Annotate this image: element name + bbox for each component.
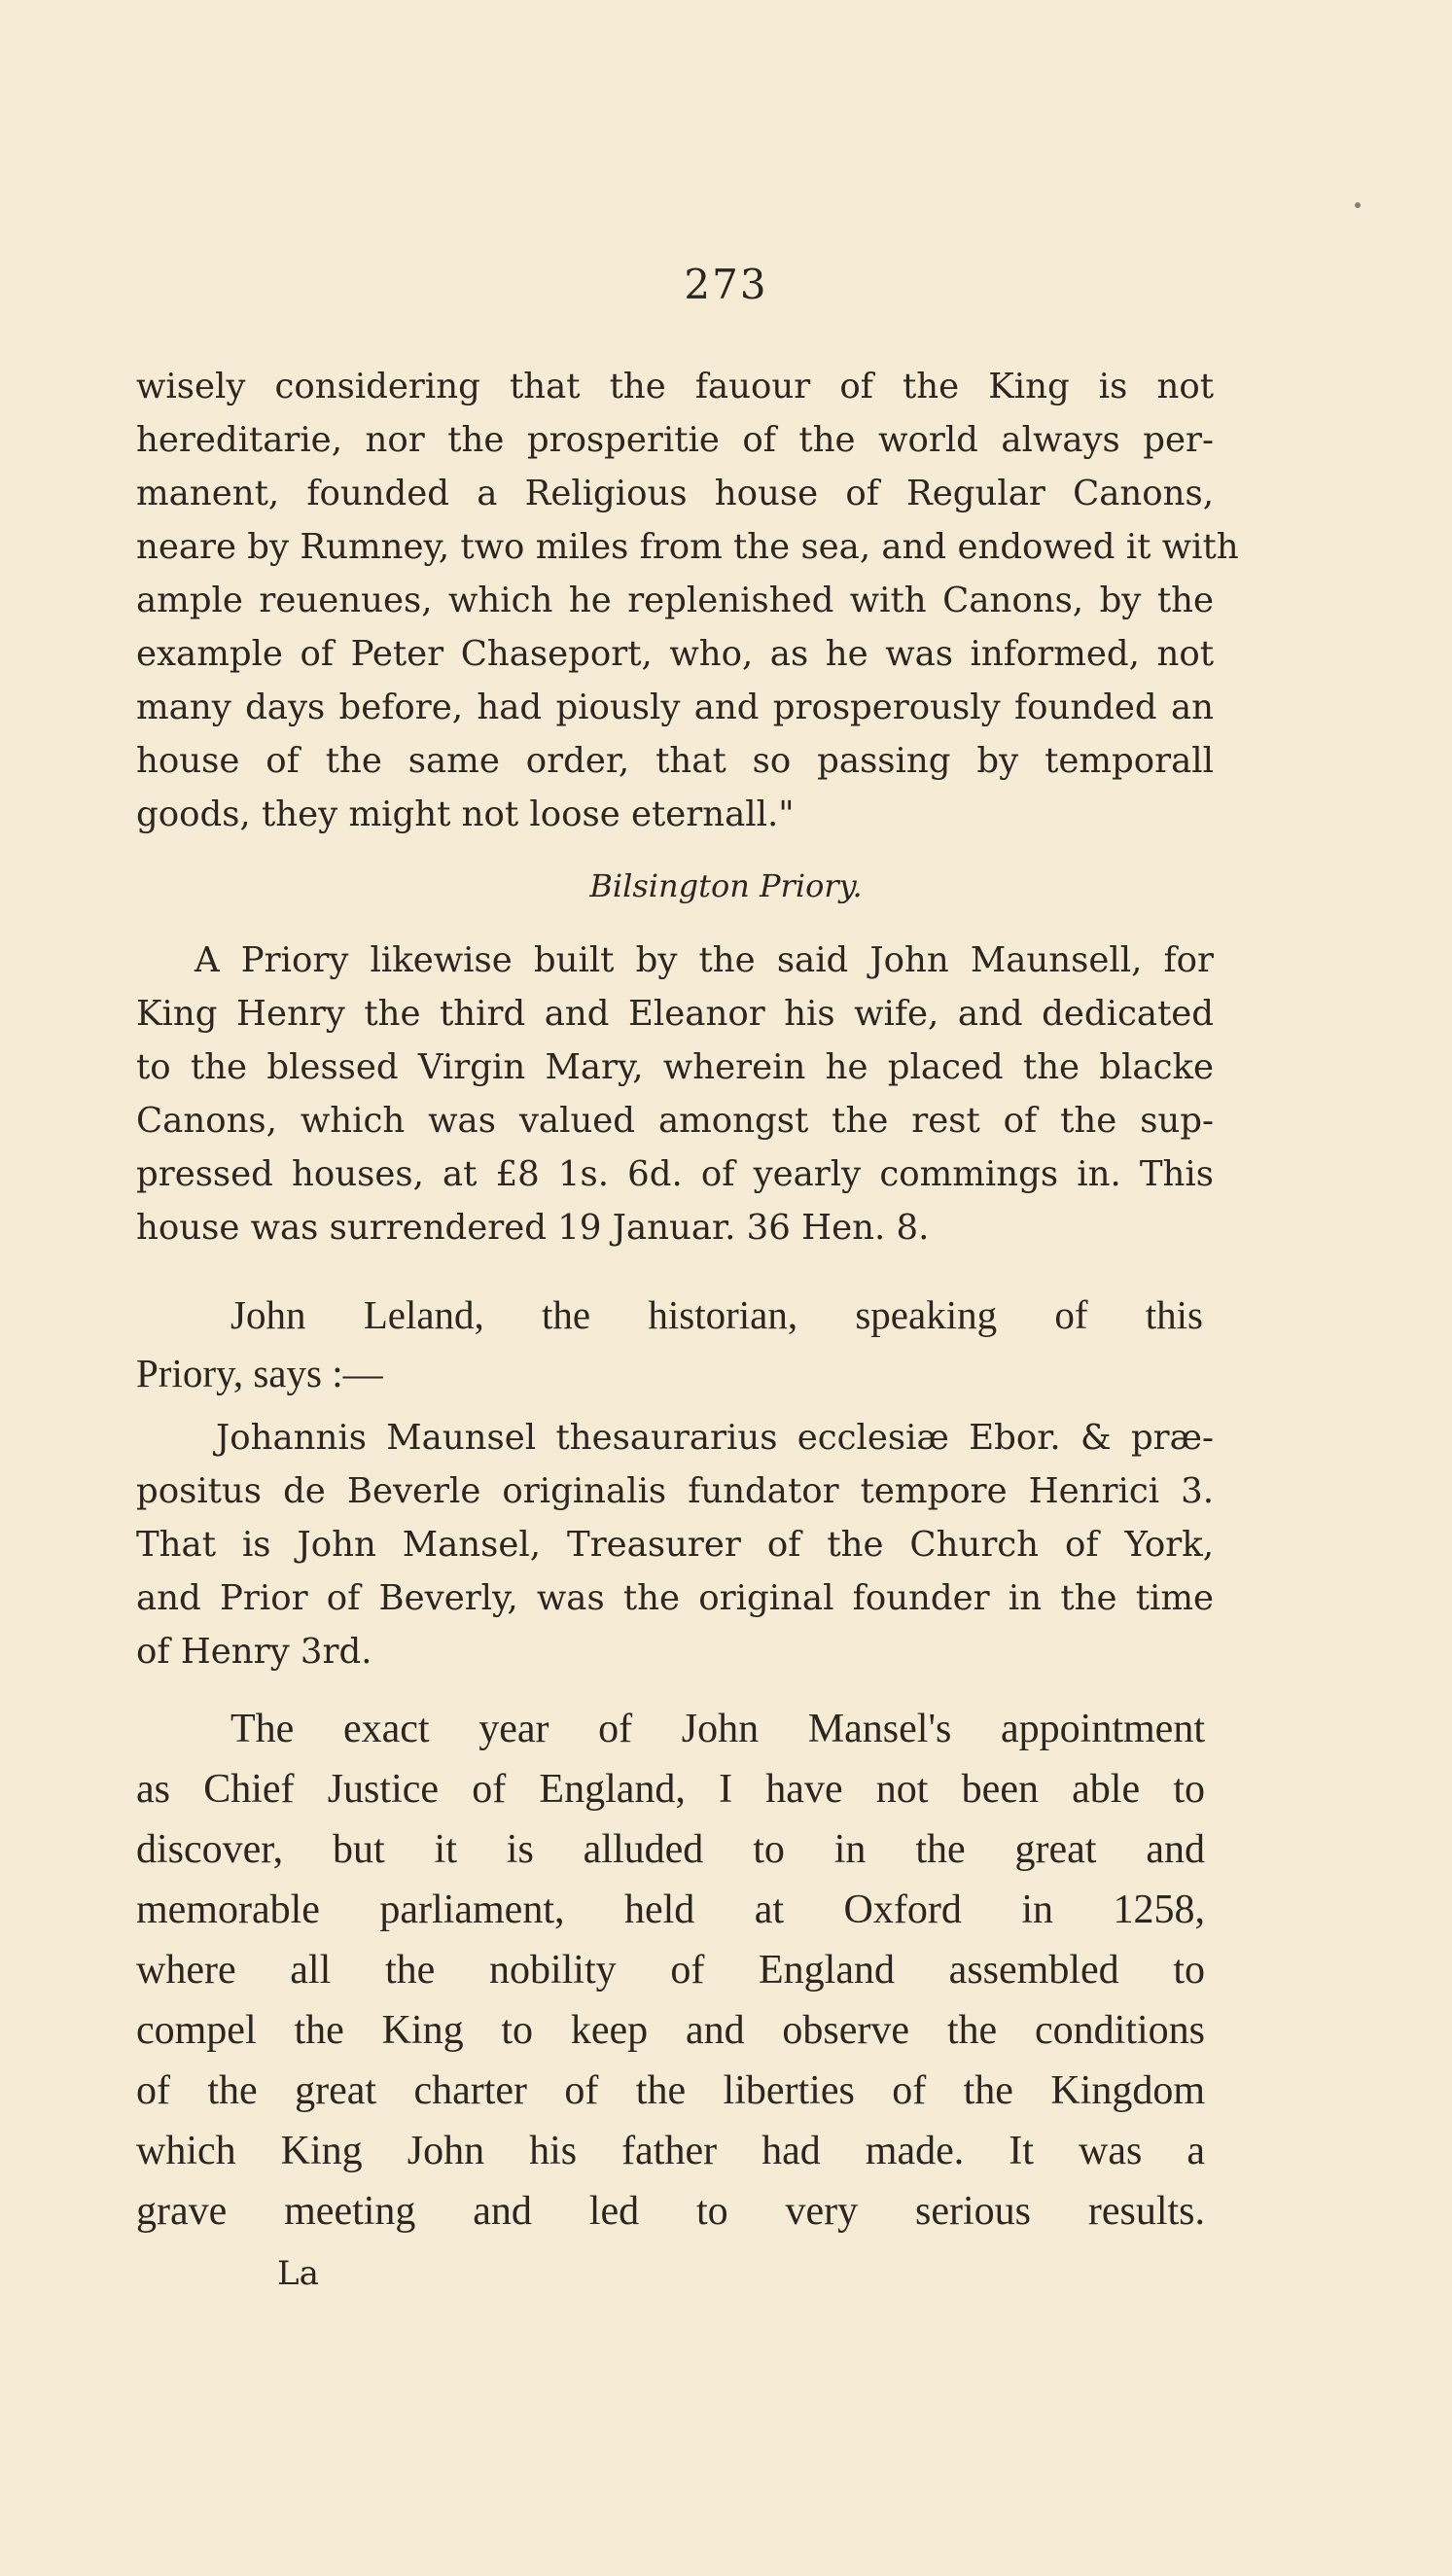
- section-heading: Bilsington Priory.: [589, 867, 863, 904]
- text-line: Johannis Maunsel thesaurarius ecclesiæ Ebor. & præ-: [216, 1418, 1214, 1458]
- text-line: ample reuenues, which he replenished with Canons, by the: [136, 581, 1214, 620]
- paper-speck: [1355, 202, 1361, 208]
- text-line: manent, founded a Religious house of Regular Canons,: [136, 474, 1214, 513]
- text-line: and Prior of Beverly, was the original founder in the time: [136, 1578, 1214, 1618]
- text-line: King Henry the third and Eleanor his wife, and dedicated: [136, 994, 1214, 1034]
- text-line: house of the same order, that so passing by temporall: [136, 741, 1214, 781]
- catchword: La: [277, 2254, 319, 2293]
- text-line: many days before, had piously and prosperously founded an: [136, 688, 1214, 727]
- text-line: of Henry 3rd.: [136, 1632, 372, 1672]
- text-line: example of Peter Chaseport, who, as he was informed, not: [136, 634, 1214, 674]
- text-line: neare by Rumney, two miles from the sea, and endowed it with: [136, 527, 1239, 567]
- text-line: hereditarie, nor the prosperitie of the world always per-: [136, 420, 1214, 460]
- text-line: John Leland, the historian, speaking of this: [230, 1292, 1203, 1337]
- text-line: wisely considering that the fauour of the King is not: [136, 367, 1214, 406]
- text-line: Priory, says :—: [136, 1351, 383, 1395]
- text-line: as Chief Justice of England, I have not been able to: [136, 1767, 1205, 1812]
- text-line: goods, they might not loose eternall.": [136, 794, 795, 834]
- text-line: where all the nobility of England assembled to: [136, 1948, 1205, 1993]
- text-line: Canons, which was valued amongst the rest of the sup-: [136, 1101, 1214, 1141]
- text-line: which King John his father had made. It was a: [136, 2129, 1205, 2173]
- page-number: 273: [684, 261, 768, 308]
- text-line: A Priory likewise built by the said John Maunsell, for: [195, 940, 1214, 980]
- text-line: grave meeting and led to very serious results.: [136, 2189, 1205, 2234]
- text-line: memorable parliament, held at Oxford in 1258,: [136, 1888, 1205, 1932]
- text-line: to the blessed Virgin Mary, wherein he placed the blacke: [136, 1047, 1214, 1087]
- text-line: That is John Mansel, Treasurer of the Church of York,: [136, 1525, 1214, 1565]
- text-line: pressed houses, at £8 1s. 6d. of yearly commings in. This: [136, 1154, 1214, 1194]
- text-line: compel the King to keep and observe the conditions: [136, 2008, 1205, 2053]
- text-line: The exact year of John Mansel's appointment: [230, 1707, 1205, 1751]
- text-line: house was surrendered 19 Januar. 36 Hen. 8.: [136, 1208, 930, 1248]
- text-line: of the great charter of the liberties of the Kingdom: [136, 2068, 1205, 2113]
- text-line: discover, but it is alluded to in the great and: [136, 1827, 1205, 1872]
- text-line: positus de Beverle originalis fundator tempore Henrici 3.: [136, 1471, 1214, 1511]
